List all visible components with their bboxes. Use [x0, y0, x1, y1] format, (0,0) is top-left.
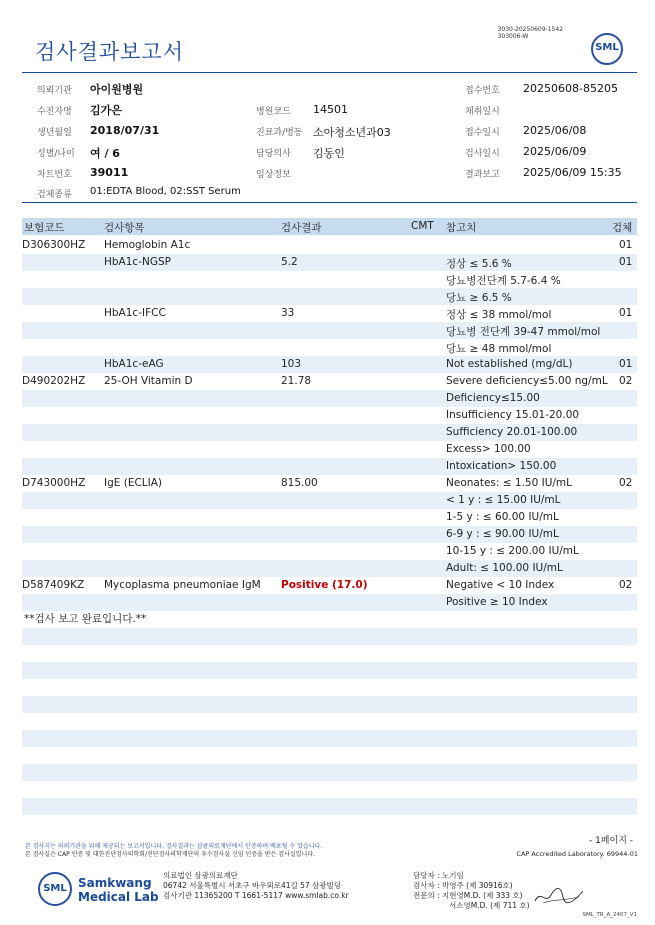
- dept-value: 소아청소년과03: [313, 126, 391, 139]
- cell-ref: 정상 ≤ 5.6 %: [446, 258, 512, 270]
- cell-spec: 01: [619, 239, 633, 251]
- hospital-code-value: 14501: [313, 103, 348, 116]
- cell-code: D587409KZ: [22, 579, 85, 591]
- document-code: 3030-20250609-1542 303006-W: [497, 26, 563, 40]
- birth-value: 2018/07/31: [90, 124, 160, 137]
- cell-result: 815.00: [281, 477, 318, 489]
- cell-item: HbA1c-NGSP: [104, 256, 171, 268]
- row-stripe: [22, 730, 637, 747]
- report-title: 검사결과보고서: [35, 40, 185, 64]
- cell-item: HbA1c-IFCC: [104, 307, 166, 319]
- cell-code: D490202HZ: [22, 375, 86, 387]
- cell-item: HbA1c-eAG: [104, 358, 164, 370]
- cell-result: 103: [281, 358, 302, 370]
- cell-code: D743000HZ: [22, 477, 86, 489]
- signature: [533, 883, 585, 909]
- sex-age-value: 여 / 6: [90, 147, 120, 160]
- cell-ref: Intoxication> 150.00: [446, 460, 557, 472]
- report-complete-note: **검사 보고 완료입니다.**: [24, 613, 147, 625]
- cell-result: 21.78: [281, 375, 312, 387]
- notice-line-2: 본 검사실은 CAP 인증 및 대한진단검사의학회/진단검사의학재단의 우수검사실 신임 인증을 받은 검사실입니다.: [25, 851, 315, 858]
- cell-spec: 02: [619, 477, 633, 489]
- institution-value: 아이원병원: [90, 83, 144, 96]
- cell-ref: 당뇨병 전단계 39-47 mmol/mol: [446, 326, 601, 338]
- row-stripe: [22, 628, 637, 645]
- staff-info: 담당자 : 노기임 검사자 : 박영주 (제 30916호) 전문의 : 지현영M.D. (제 333 호) 서소영M.D. (제 711 호): [413, 871, 530, 910]
- cell-ref: Deficiency≤15.00: [446, 392, 540, 404]
- cell-ref: 6-9 y : ≤ 90.00 IU/mL: [446, 528, 559, 540]
- receive-date-value: 2025/06/08: [523, 124, 587, 137]
- cell-ref: Neonates: ≤ 1.50 IU/mL: [446, 477, 572, 489]
- cell-spec: 01: [619, 256, 633, 268]
- form-code: SML_TR_A_2407_V1: [582, 912, 637, 918]
- sml-brand-logo: SML: [38, 872, 72, 906]
- results-table-header: 보험코드 검사항목 검사결과 CMT 참고치 검체: [22, 218, 637, 235]
- specimen-value: 01:EDTA Blood, 02:SST Serum: [90, 186, 241, 197]
- cell-ref: 당뇨 ≥ 48 mmol/mol: [446, 343, 552, 355]
- cell-ref: 1-5 y : ≤ 60.00 IU/mL: [446, 511, 559, 523]
- cell-ref: Positive ≥ 10 Index: [446, 596, 548, 608]
- doctor-value: 김동인: [313, 147, 345, 160]
- cell-ref: < 1 y : ≤ 15.00 IU/mL: [446, 494, 561, 506]
- cell-result: 33: [281, 307, 295, 319]
- cell-item: IgE (ECLIA): [104, 477, 163, 489]
- cell-spec: 02: [619, 375, 633, 387]
- notice-line-1: 본 검사지는 의뢰기관을 위해 제공되는 보고서입니다. 검사결과는 삼광의료재단에서 인증하며 배포될 수 있습니다.: [25, 843, 323, 850]
- chart-no-value: 39011: [90, 166, 129, 179]
- cell-ref: 정상 ≤ 38 mmol/mol: [446, 309, 552, 321]
- brand-name: Samkwang Medical Lab: [78, 876, 159, 904]
- info-divider: [22, 202, 637, 203]
- cell-ref: 10-15 y : ≤ 200.00 IU/mL: [446, 545, 579, 557]
- cell-ref: Adult: ≤ 100.00 IU/mL: [446, 562, 563, 574]
- cell-item: 25-OH Vitamin D: [104, 375, 193, 387]
- cell-ref: Severe deficiency≤5.00 ng/mL: [446, 375, 608, 387]
- row-stripe: [22, 390, 637, 407]
- receipt-no-value: 20250608-85205: [523, 82, 618, 95]
- cell-spec: 02: [619, 579, 633, 591]
- cell-ref: Insufficiency 15.01-20.00: [446, 409, 580, 421]
- cell-ref: Excess> 100.00: [446, 443, 531, 455]
- organization-info: 의료법인 삼광의료재단 06742 서울특별시 서초구 바우뫼로41길 57 삼광빌딩 검사기관 11365200 T 1661-5117 www.smlab.co.kr: [163, 871, 349, 900]
- row-stripe: [22, 662, 637, 679]
- test-date-value: 2025/06/09: [523, 145, 587, 158]
- cell-ref: Negative < 10 Index: [446, 579, 555, 591]
- cell-ref: Sufficiency 20.01-100.00: [446, 426, 578, 438]
- cell-item: Hemoglobin A1c: [104, 239, 191, 251]
- page-number: - 1페이지 -: [588, 836, 633, 846]
- row-stripe: [22, 288, 637, 305]
- cell-code: D306300HZ: [22, 239, 86, 251]
- row-stripe: [22, 798, 637, 815]
- cell-ref: Not established (mg/dL): [446, 358, 573, 370]
- report-date-value: 2025/06/09 15:35: [523, 166, 622, 179]
- row-stripe: [22, 764, 637, 781]
- row-stripe: [22, 696, 637, 713]
- header-divider: [22, 72, 637, 73]
- sml-logo: SML: [591, 33, 623, 65]
- cell-result: Positive (17.0): [281, 579, 368, 591]
- cell-spec: 01: [619, 307, 633, 319]
- cell-item: Mycoplasma pneumoniae IgM: [104, 579, 261, 591]
- cap-accreditation: CAP Accredited Laboratory. 69944-01: [516, 850, 638, 858]
- examinee-value: 김가은: [90, 104, 122, 117]
- cell-spec: 01: [619, 358, 633, 370]
- cell-result: 5.2: [281, 256, 298, 268]
- cell-ref: 당뇨병전단계 5.7-6.4 %: [446, 275, 561, 287]
- cell-ref: 당뇨 ≥ 6.5 %: [446, 292, 512, 304]
